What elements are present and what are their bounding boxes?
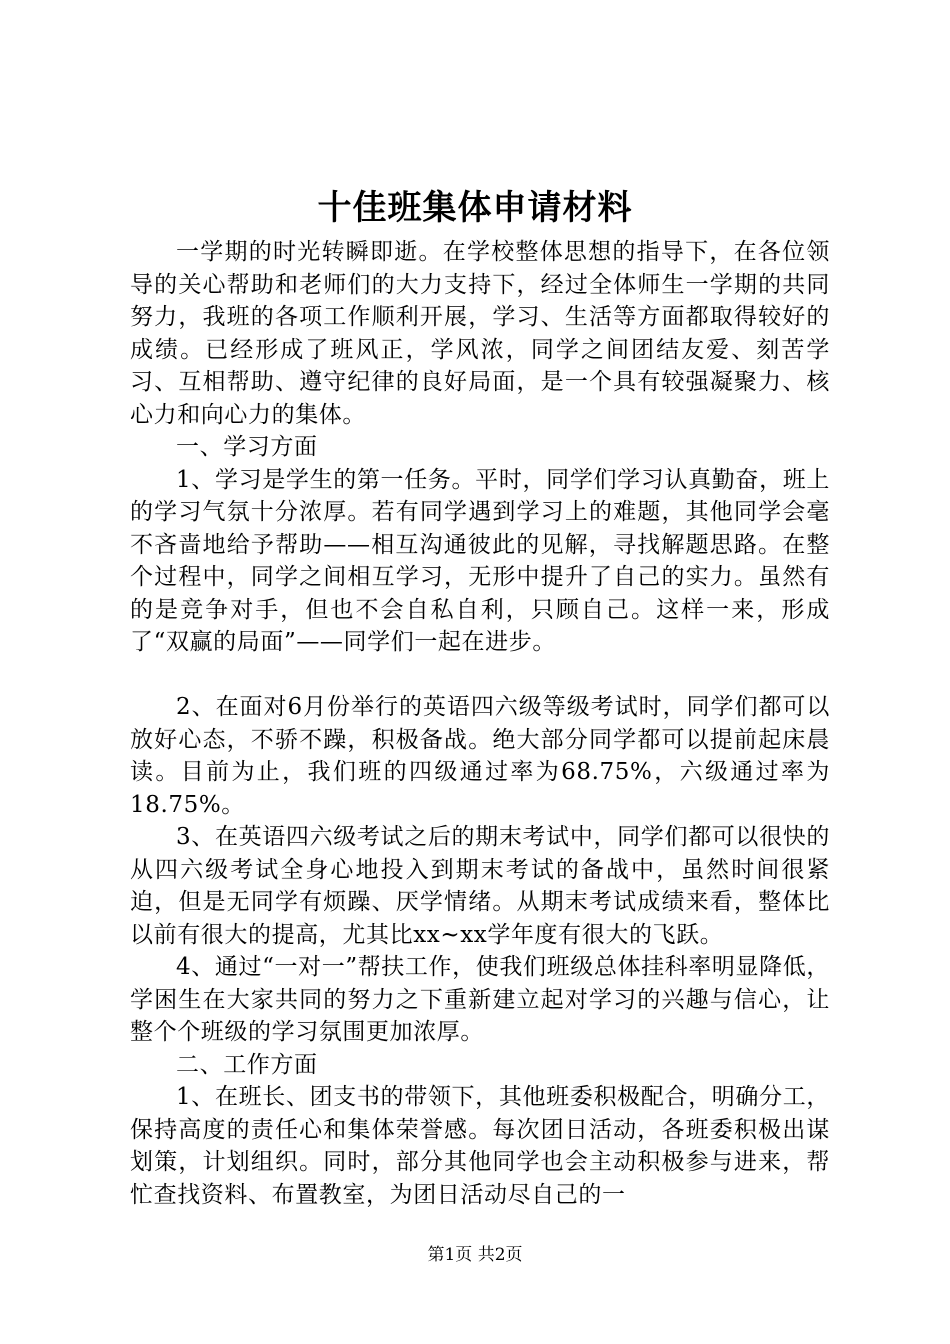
section-heading-work: 二、工作方面 (176, 1051, 318, 1078)
intro-paragraph: 一学期的时光转瞬即逝。在学校整体思想的指导下，在各位领导的关心帮助和老师们的大力支持下，经过全体师生一学期的共同努力，我班的各项工作顺利开展，学习、生活等方面都取得较好的成绩。已经形成了班风正，学风浓，同学之间团结友爱、刻苦学习、互相帮助、遵守纪律的良好局面，是一个具有较强凝聚力、核心力和向心力的集体。 (130, 239, 830, 428)
study-paragraph-2: 2、在面对6月份举行的英语四六级等级考试时，同学们都可以放好心态，不骄不躁，积极备战。绝大部分同学都可以提前起床晨读。目前为止，我们班的四级通过率为68.75%，六级通过率为18.75%。 (130, 694, 830, 818)
document-title: 十佳班集体申请材料 (317, 188, 633, 228)
work-paragraph-1: 1、在班长、团支书的带领下，其他班委积极配合，明确分工，保持高度的责任心和集体荣誉感。每次团日活动，各班委积极出谋划策，计划组织。同时，部分其他同学也会主动积极参与进来，帮忙查找资料、布置教室，为团日活动尽自己的一 (130, 1084, 830, 1208)
study-paragraph-1: 1、学习是学生的第一任务。平时，同学们学习认真勤奋，班上的学习气氛十分浓厚。若有同学遇到学习上的难题，其他同学会毫不吝啬地给予帮助——相互沟通彼此的见解，寻找解题思路。在整个过程中，同学之间相互学习，无形中提升了自己的实力。虽然有的是竞争对手，但也不会自私自利，只顾自己。这样一来，形成了“双赢的局面”——同学们一起在进步。 (130, 466, 830, 655)
section-heading-study: 一、学习方面 (176, 434, 318, 460)
page-footer: 第1页 共2页 (427, 1245, 523, 1265)
blank-line (130, 659, 830, 692)
study-paragraph-4: 4、通过“一对一”帮扶工作，使我们班级总体挂科率明显降低，学困生在大家共同的努力之下重新建立起对学习的兴趣与信心，让整个个班级的学习氛围更加浓厚。 (130, 954, 830, 1045)
study-paragraph-3: 3、在英语四六级考试之后的期末考试中，同学们都可以很快的从四六级考试全身心地投入到期末考试的备战中，虽然时间很紧迫，但是无同学有烦躁、厌学情绪。从期末考试成绩来看，整体比以前有很大的提高，尤其比xx~xx学年度有很大的飞跃。 (130, 824, 830, 948)
document-body (130, 236, 830, 1211)
